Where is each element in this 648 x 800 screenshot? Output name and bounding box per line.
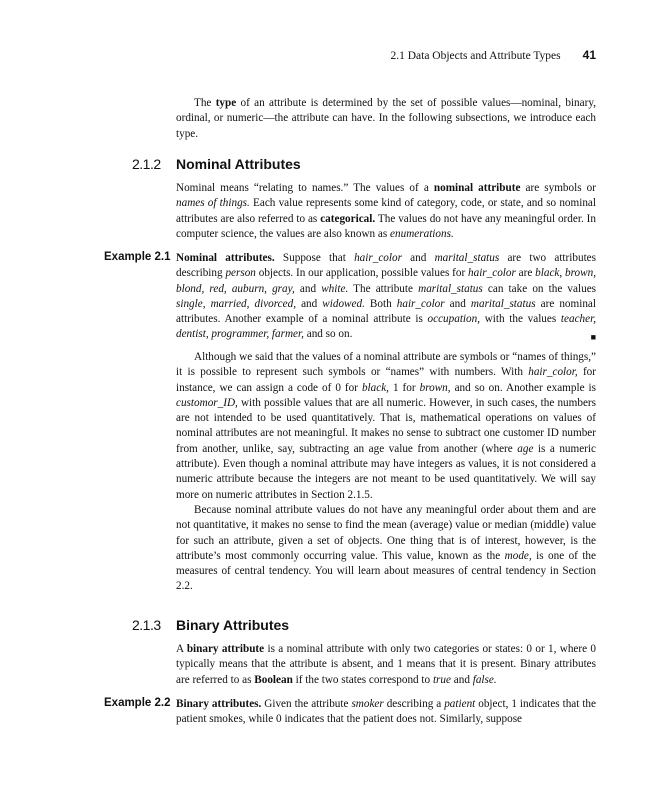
- end-of-example-mark: ■: [590, 332, 596, 343]
- binary-definition-paragraph: A binary attribute is a nominal attribute with only two categories or states: 0 or 1, where 0 typically means that the attribute is absent, and 1 means that it is present. Binary attributes are referred to as Boolean if the two states correspond to true and false.: [176, 643, 596, 686]
- section-number-2-1-3: 2.1.3: [132, 617, 161, 633]
- example-label-2-2: Example 2.2: [104, 697, 171, 709]
- intro-paragraph: The type of an attribute is determined by the set of possible values—nominal, binary, ordinal, or numeric—the attribute can have. In the following subsections, we introduce each type.: [176, 97, 596, 140]
- example-2-2-body: Binary attributes. Given the attribute smoker describing a patient object, 1 indicates that the patient smokes, while 0 indicates that the patient does not. Similarly, suppose: [176, 698, 596, 726]
- section-title-binary: Binary Attributes: [176, 617, 290, 633]
- nominal-numbers-paragraph: Although we said that the values of a nominal attribute are symbols or “names of things,” it is possible to represent such symbols or “names” with numbers. With hair_color, for instance, we can assign a code of 0 for black, 1 for brown, and so on. Another example is customor_ID, with possible values that are all numeric. However, in such cases, the numbers are not intended to be used quantitatively. That is, mathematical operations on values of nominal attributes are not meaningful. It makes no sense to subtract one customer ID number from another, unlike, say, subtracting an age value from another (where age is a numeric attribute). Even though a nominal attribute may have integers as values, it is not considered a numeric attribute because the integers are not meant to be used quantitatively. We will say more on numeric attributes in Section 2.1.5. Because nominal attribute values do not have any meaningful order about them and are not quantitative, it makes no sense to find the mean (average) value or median (middle) value for such an attribute, given a set of objects. One thing that is of interest, however, is the attribute’s most commonly occurring value. This value, known as the mode, is one of the measures of central tendency. You will learn about measures of central tendency in Section 2.2.: [176, 351, 597, 593]
- running-title: 2.1 Data Objects and Attribute Types: [390, 50, 561, 62]
- example-label-2-1: Example 2.1: [104, 251, 171, 263]
- running-header: [390, 48, 596, 62]
- term-type: type: [215, 97, 237, 109]
- page-number: 41: [582, 48, 596, 62]
- nominal-definition-paragraph: Nominal means “relating to names.” The values of a nominal attribute are symbols or names of things. Each value represents some kind of category, code, or state, and so nominal attributes are also referred to as categorical. The values do not have any meaningful order. In computer science, the values are also known as enumerations.: [176, 182, 597, 240]
- section-title-nominal: Nominal Attributes: [176, 156, 301, 172]
- example-2-1-body: Nominal attributes. Suppose that hair_color and marital_status are two attributes describing person objects. In our application, possible values for hair_color are black, brown, blond, red, auburn, gray, and white. The attribute marital_status can take on the values single, married, divorced, and widowed. Both hair_color and marital_status are nominal attributes. Another example of a nominal attribute is occupation, with the values teacher, dentist, programmer, farmer, and so on. ■: [176, 251, 596, 346]
- section-number-2-1-2: 2.1.2: [132, 156, 161, 172]
